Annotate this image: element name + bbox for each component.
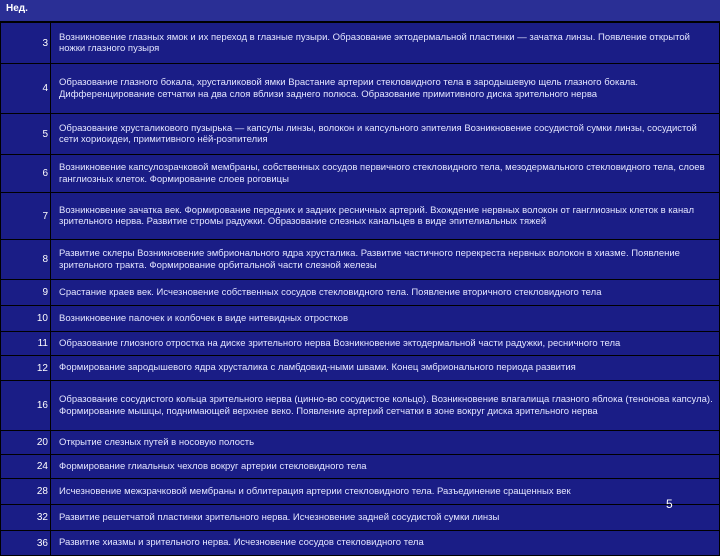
week-cell: 16 (1, 381, 51, 431)
page-number: 5 (666, 497, 673, 511)
week-cell: 32 (1, 505, 51, 531)
description-cell: Возникновение капсулозрачковой мембраны, собственных сосудов первичного стекловидного тела, мезодермального стекловидного тела, слоев ганглиозных клеток. Формирование слоев роговицы (51, 155, 720, 193)
week-cell: 24 (1, 455, 51, 479)
table-row (1, 23, 720, 64)
description-cell: Формирование глиальных чехлов вокруг артерии стекловидного тела (51, 455, 720, 479)
table-row (1, 114, 720, 155)
table-header (0, 0, 720, 22)
description-cell: Образование глиозного отростка на диске зрительного нерва Возникновение эктодермальной части радужки, ресничного тела (51, 332, 720, 356)
table-row (1, 332, 720, 356)
week-cell: 4 (1, 64, 51, 114)
week-cell: 28 (1, 479, 51, 505)
description-cell: Возникновение зачатка век. Формирование передних и задних ресничных артерий. Вхождение нервных волокон от ганглиозных клеток в канал зрительного нерва. Развитие стромы радужки. Образование слезных канальцев в виде эпителиальных тяжей (51, 193, 720, 240)
table-row (1, 531, 720, 556)
table-row (1, 356, 720, 381)
description-cell: Развитие решетчатой пластинки зрительного нерва. Исчезновение задней сосудистой сумки линзы (51, 505, 720, 531)
week-column-header: Нед. (6, 3, 28, 14)
description-cell: Исчезновение межзрачковой мембраны и облитерация артерии стекловидного тела. Разъединение сращенных век (51, 479, 720, 505)
description-cell: Открытие слезных путей в носовую полость (51, 431, 720, 455)
description-cell: Возникновение глазных ямок и их переход в глазные пузыри. Образование эктодермальной пластинки — зачатка линзы. Появление открытой ножки глазного пузыря (51, 23, 720, 64)
table-row (1, 479, 720, 505)
table-row (1, 280, 720, 306)
table-row (1, 240, 720, 280)
description-cell: Развитие хиазмы и зрительного нерва. Исчезновение сосудов стекловидного тела (51, 531, 720, 556)
table-row (1, 306, 720, 332)
table-row (1, 505, 720, 531)
week-cell: 11 (1, 332, 51, 356)
description-cell: Образование глазного бокала, хрусталиковой ямки Врастание артерии стекловидного тела в зародышевую щель глазного бокала. Дифференцирование сетчатки на два слоя вблизи заднего полюса. Образование примитивного диска зрительного нерва (51, 64, 720, 114)
description-cell: Образование сосудистого кольца зрительного нерва (цинно-во сосудистое кольцо). Возникновение влагалища глазного яблока (тенонова капсула). Формирование мышцы, поднимающей верхнее веко. Появление артерий сетчатки в зоне вокруг диска зрительного нерва (51, 381, 720, 431)
week-cell: 36 (1, 531, 51, 556)
table-row (1, 155, 720, 193)
week-cell: 20 (1, 431, 51, 455)
week-cell: 8 (1, 240, 51, 280)
week-cell: 10 (1, 306, 51, 332)
week-cell: 12 (1, 356, 51, 381)
table-row (1, 193, 720, 240)
description-cell: Формирование зародышевого ядра хрусталика с ламбдовид-ными швами. Конец эмбрионального периода развития (51, 356, 720, 381)
description-cell: Срастание краев век. Исчезновение собственных сосудов стекловидного тела. Появление вторичного стекловидного тела (51, 280, 720, 306)
week-cell: 7 (1, 193, 51, 240)
week-cell: 5 (1, 114, 51, 155)
week-cell: 3 (1, 23, 51, 64)
description-cell: Образование хрусталикового пузырька — капсулы линзы, волокон и капсульного эпителия Возникновение сосудистой сумки линзы, сосудистой сети хориоидеи, примитивного нёй-роэпителия (51, 114, 720, 155)
week-cell: 9 (1, 280, 51, 306)
description-cell: Возникновение палочек и колбочек в виде нитевидных отростков (51, 306, 720, 332)
table-row (1, 64, 720, 114)
week-cell: 6 (1, 155, 51, 193)
table-row (1, 381, 720, 431)
table-row (1, 455, 720, 479)
description-cell: Развитие склеры Возникновение эмбрионального ядра хрусталика. Развитие частичного перекреста нервных волокон в хиазме. Появление зрительного тракта. Формирование орбитальной части слезной железы (51, 240, 720, 280)
table-row (1, 431, 720, 455)
development-table (0, 22, 720, 556)
